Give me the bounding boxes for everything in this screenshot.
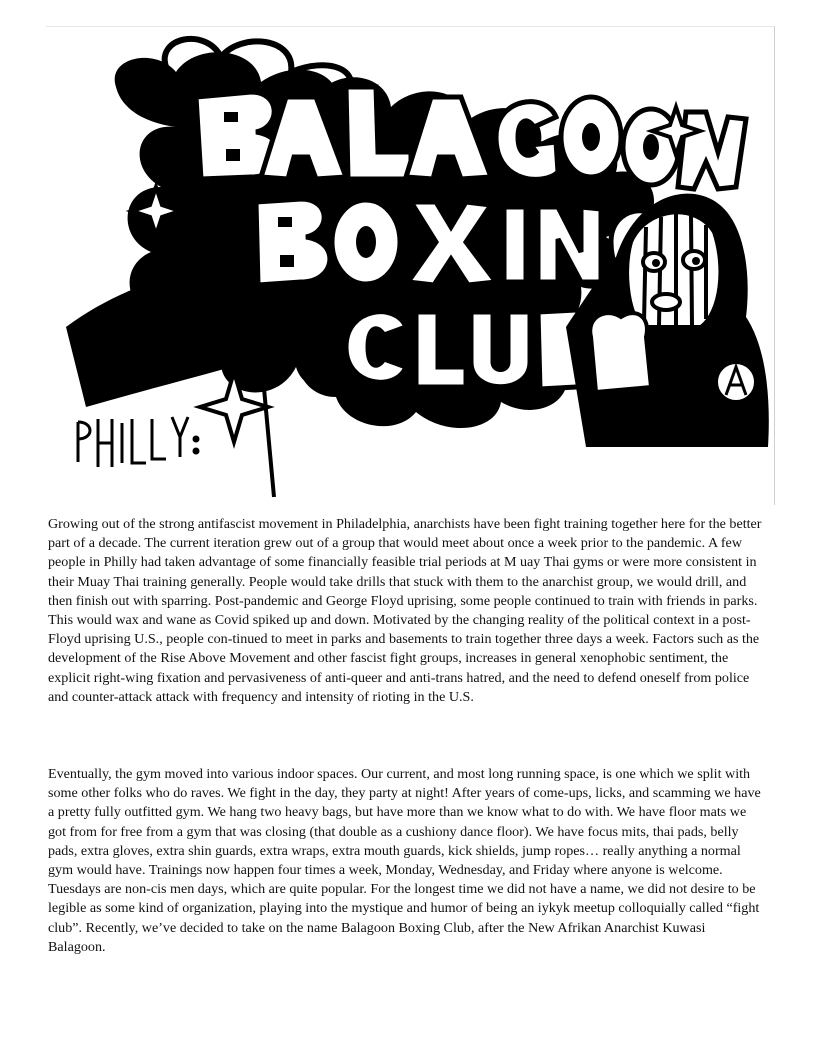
paragraph-history bbox=[48, 515, 764, 707]
illustration-svg bbox=[46, 27, 774, 505]
graffiti-illustration bbox=[46, 26, 775, 505]
paragraph-current-gym bbox=[48, 765, 764, 957]
paragraph-text: Growing out of the strong antifascist movement in Philadelphia, anarchists have been fight training together here for the better part of a decade. The current iteration grew out of a group that would meet about once a week prior to the pandemic. A few people in Philly had taken advantage of some financially feasible trial periods at M uay Thai gyms or were more consistent in their Muay Thai training generally. People would take drills that stuck with them to the anarchist group, we would drill, and then finish out with sparring. Post-pandemic and George Floyd uprising, some people continued to train with friends in parks. This would wax and wane as Covid spiked up and down. Motivated by the changing reality of the political context in a post-Floyd uprising U.S., people con-tinued to meet in parks and basements to train together three days a week. Factors such as the development of the Rise Above Movement and other fascist fight groups, increases in general xenophobic sentiment, the explicit right-wing fixation and pervasiveness of anti-queer and anti-trans hatred, and the need to defend oneself from police and counter-attack attack with frequency and intensity of rioting in the U.S. bbox=[48, 516, 762, 705]
paragraph-text: Eventually, the gym moved into various indoor spaces. Our current, and most long running space, is one which we split with some other folks who do raves. We fight in the day, they party at night! After years of come-ups, licks, and scamming we have a pretty fully outfitted gym. We hang two heavy bags, but have more than we know what to do with. We have floor mats we got from for free from a gym that was closing (that double as a cushiony dance floor). We have focus mits, thai pads, belly pads, extra gloves, extra shin guards, extra wraps, extra mouth guards, kick shields, jump ropes… really anything a normal gym would have. Trainings now happen four times a week, Monday, Wednesday, and Friday where anyone is welcome. Tuesdays are non-cis men days, which are quite popular. For the longest time we did not have a name, we did not desire to be legible as some kind of organization, playing into the mystique and humor of being an iykyk meetup colloquially called “fight club”. Recently, we’ve decided to take on the name Balagoon Boxing Club, after the New Afrikan Anarchist Kuwasi Balagoon. bbox=[48, 766, 761, 955]
philly-signature bbox=[78, 417, 198, 467]
bubble-letters-row-2 bbox=[256, 199, 663, 285]
